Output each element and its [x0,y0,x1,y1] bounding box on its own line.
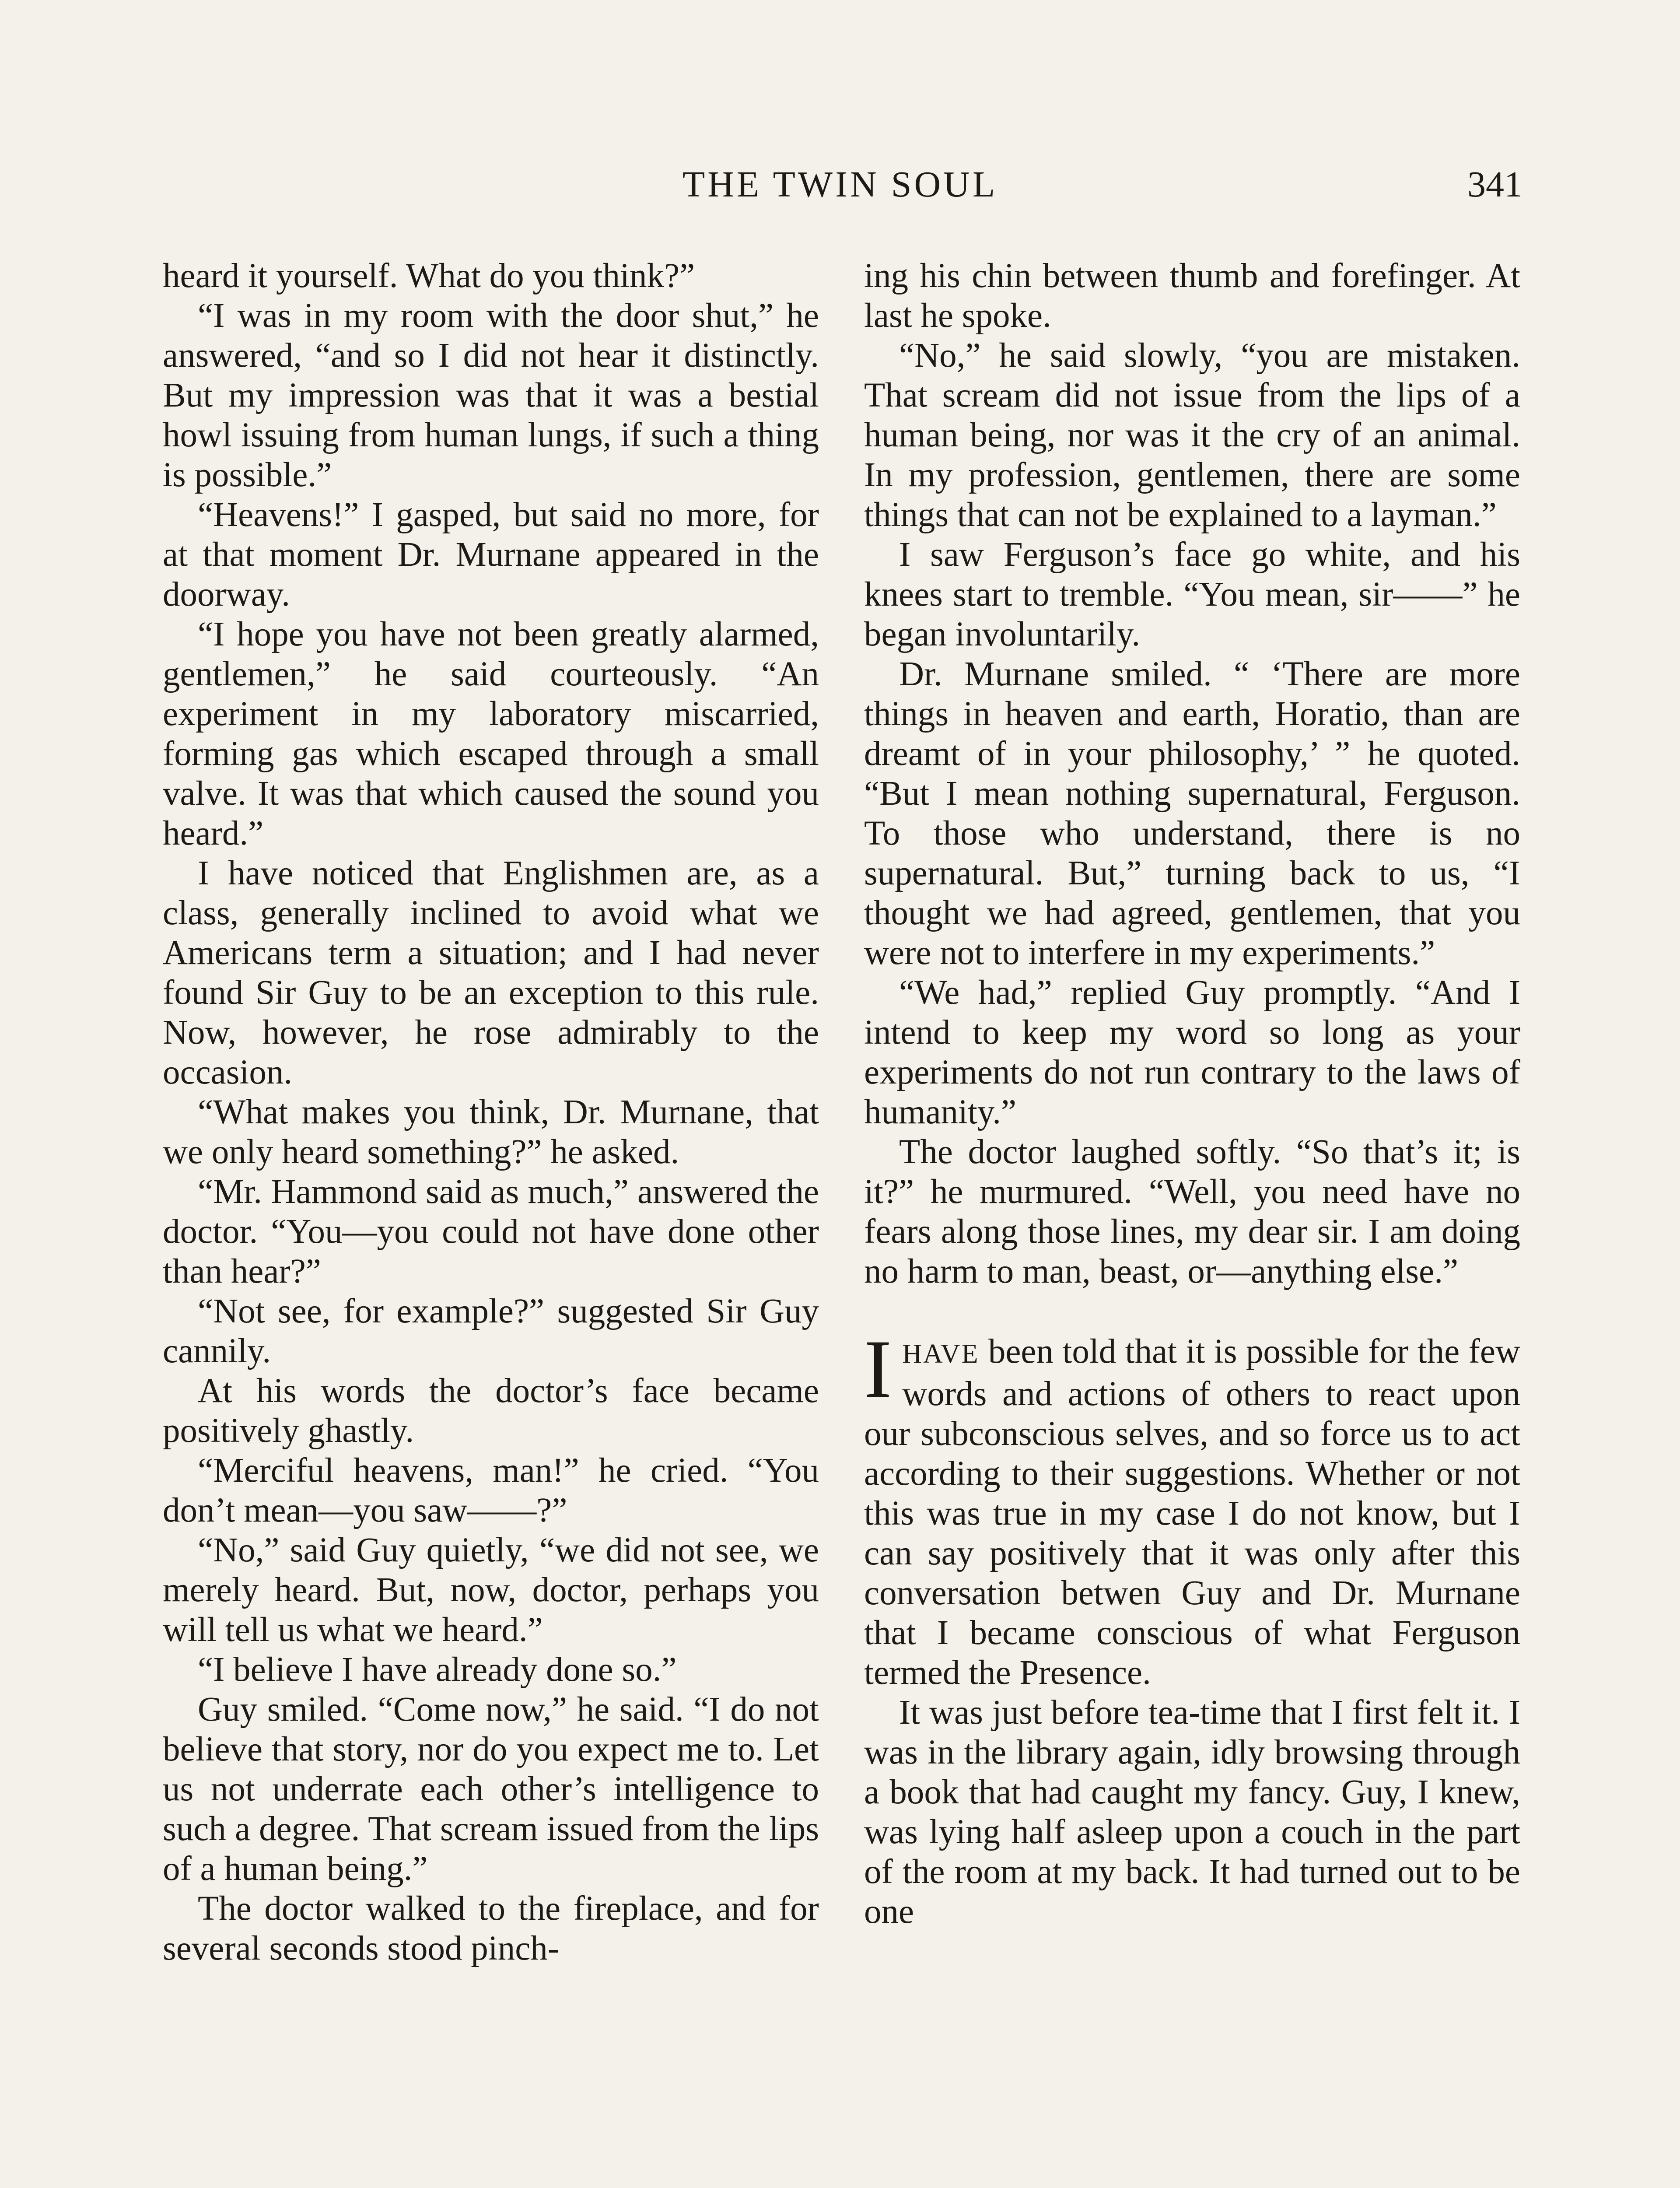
drop-cap: I [864,1323,892,1415]
page-number: 341 [1467,164,1522,205]
paragraph: I saw Ferguson’s face go white, and his knees start to tremble. “You mean, sir——” he began involuntarily. [864,536,1520,653]
paragraph: “I believe I have already done so.” [198,1651,677,1689]
paragraph: The doctor walked to the fireplace, and for several seconds stood pinch- [163,1890,819,1967]
paragraph: I have noticed that Englishmen are, as a class, generally inclined to avoid what we Americans term a situation; and I had never found Sir Guy to be an exception to this rule. Now, however, he rose admirably to the occasion. [163,854,819,1091]
paragraph: Guy smiled. “Come now,” he said. “I do not believe that story, nor do you expect me to. Let us not underrate each other’s intelligence to such a degree. That scream issued from the lips of a human being.” [163,1690,819,1888]
paragraph: “I was in my room with the door shut,” he answered, “and so I did not hear it distinctly. But my impression was that it was a bestial howl issuing from human lungs, if such a thing is possible.” [163,297,819,494]
paragraph: At his words the doctor’s face became positively ghastly. [163,1372,819,1450]
paragraph: “No,” he said slowly, “you are mistaken. That scream did not issue from the lips of a human being, nor was it the cry of an animal. In my profession, gentlemen, there are some things that can not be explained to a layman.” [864,337,1520,534]
paragraph: It was just before tea-time that I first felt it. I was in the library again, idly browsing through a book that had caught my fancy. Guy, I knew, was lying half asleep upon a couch in the part of the room at my back. It had turned out to be one [864,1694,1520,1931]
running-title: THE TWIN SOUL [682,164,998,205]
left-column [163,256,819,1968]
paragraph: “What makes you think, Dr. Murnane, that we only heard something?” he asked. [163,1093,819,1171]
page-header [158,163,1522,211]
paragraph: Dr. Murnane smiled. “ ‘There are more things in heaven and earth, Horatio, than are dreamt of in your philosophy,’ ” he quoted. “But I mean nothing supernatural, Ferguson. To those who understand, there is no supernatural. But,” turning back to us, “I thought we had agreed, gentlemen, that you were not to interfere in my experiments.” [864,655,1520,972]
paragraph: ing his chin between thumb and forefinger. At last he spoke. [864,257,1520,335]
paragraph: “Merciful heavens, man!” he cried. “You don’t mean—you saw——?” [163,1452,819,1529]
section-paragraph-text: been told that it is possible for the few words and actions of others to react upon our subconscious selves, and so force us to act according to their suggestions. Whether or not this was true in my case I do not know, but I can say positively that it was only after this conversation betwen Guy and Dr. Murnane that I became conscious of what Ferguson termed the Presence. [864,1332,1520,1692]
paragraph: “I hope you have not been greatly alarmed, gentlemen,” he said courteously. “An experiment in my laboratory miscarried, forming gas which escaped through a small valve. It was that which caused the sound you heard.” [163,615,819,852]
small-caps-lead-in: HAVE [902,1339,980,1369]
paragraph: “We had,” replied Guy promptly. “And I intend to keep my word so long as your experiments do not run contrary to the laws of humanity.” [864,974,1520,1131]
paragraph: The doctor laughed softly. “So that’s it; is it?” he murmured. “Well, you need have no fears along those lines, my dear sir. I am doing no harm to man, beast, or—anything else.” [864,1133,1520,1290]
paragraph: “No,” said Guy quietly, “we did not see, we merely heard. But, now, doctor, perhaps you will tell us what we heard.” [163,1531,819,1649]
paragraph: “Heavens!” I gasped, but said no more, for at that moment Dr. Murnane appeared in the doorway. [163,496,819,614]
section-opening-paragraph [864,1323,1520,1693]
paragraph: “Not see, for example?” suggested Sir Guy cannily. [163,1292,819,1370]
paragraph: “Mr. Hammond said as much,” answered the doctor. “You—you could not have done other than hear?” [163,1173,819,1290]
paragraph: heard it yourself. What do you think?” [163,257,695,295]
right-column [864,256,1520,1932]
